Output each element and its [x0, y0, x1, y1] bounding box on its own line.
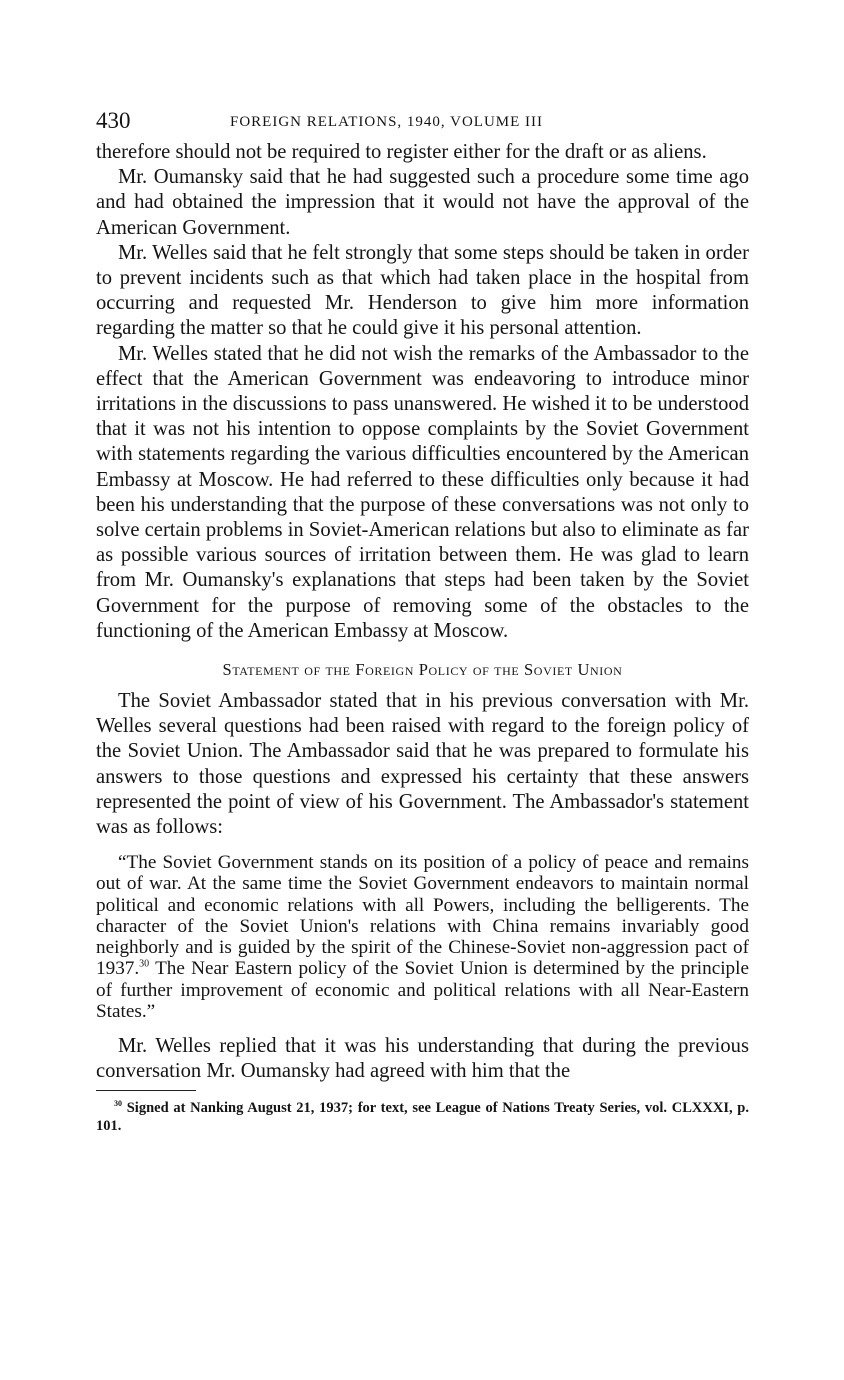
paragraph-ambassador-statement: The Soviet Ambassador stated that in his previous conversation with Mr. Welles several questions had been raised with regard to the foreign policy of the Soviet Union. The Ambassador said that he was prepared to formulate his answers to those questions and expressed his certainty that these answers represented the point of view of his Government. The Ambassador's statement was as follows:	[96, 690, 749, 839]
quoted-statement	[96, 852, 749, 1022]
quote-part-1: “The Soviet Government stands on its position of a policy of peace and remains out of war. At the same time the Soviet Government endeavors to maintain normal political and economic relations with all Powers, including the belligerents. The character of the Soviet Union's relations with China remains invariably good neighborly and is guided by the spirit of the Chinese-Soviet non-aggression pact of 1937.	[96, 852, 749, 980]
section-heading: Statement of the Foreign Policy of the Soviet Union	[222, 660, 623, 680]
footnote-text: Signed at Nanking August 21, 1937; for text, see League of Nations Treaty Series, vol. CLXXXI, p. 101.	[96, 1100, 749, 1135]
footnote	[96, 1099, 749, 1135]
paragraph-welles-reply: Mr. Welles replied that it was his understanding that during the previous conversation Mr. Oumansky had agreed with him that the	[96, 1034, 749, 1083]
paragraph-welles-incidents: Mr. Welles said that he felt strongly that some steps should be taken in order to prevent incidents such as that which had taken place in the hospital from occurring and requested Mr. Henderson to give him more information regarding the matter so that he could give it his personal attention.	[96, 241, 749, 340]
paragraph-continuation: therefore should not be required to register either for the draft or as aliens.	[96, 141, 707, 163]
footnote-reference: 30	[139, 958, 150, 970]
footnote-marker: 30	[114, 1099, 122, 1109]
running-head: FOREIGN RELATIONS, 1940, VOLUME III	[230, 114, 544, 130]
quote-part-2: The Near Eastern policy of the Soviet Union is determined by the principle of further improvement of economic and political relations with all Near-Eastern States.”	[96, 958, 749, 1022]
footnote-divider	[96, 1090, 196, 1091]
paragraph-welles-remarks: Mr. Welles stated that he did not wish the remarks of the Ambassador to the effect that the American Government was endeavoring to introduce minor irritations in the discussions to pass unanswered. He wished it to be understood that it was not his intention to oppose complaints by the Soviet Government with statements regarding the various difficulties encountered by the American Embassy at Moscow. He had referred to these difficulties only because it had been his understanding that the purpose of these conversations was not only to solve certain problems in Soviet-American relations but also to eliminate as far as possible various sources of irritation between them. He was glad to learn from Mr. Oumansky's explanations that steps had been taken by the Soviet Government for the purpose of removing some of the obstacles to the functioning of the American Embassy at Moscow.	[96, 342, 749, 642]
page-number: 430	[96, 108, 131, 133]
document-page	[96, 106, 749, 1135]
page-header	[96, 106, 749, 140]
paragraph-oumansky-procedure: Mr. Oumansky said that he had suggested such a procedure some time ago and had obtained the impression that it would not have the approval of the American Government.	[96, 166, 749, 239]
